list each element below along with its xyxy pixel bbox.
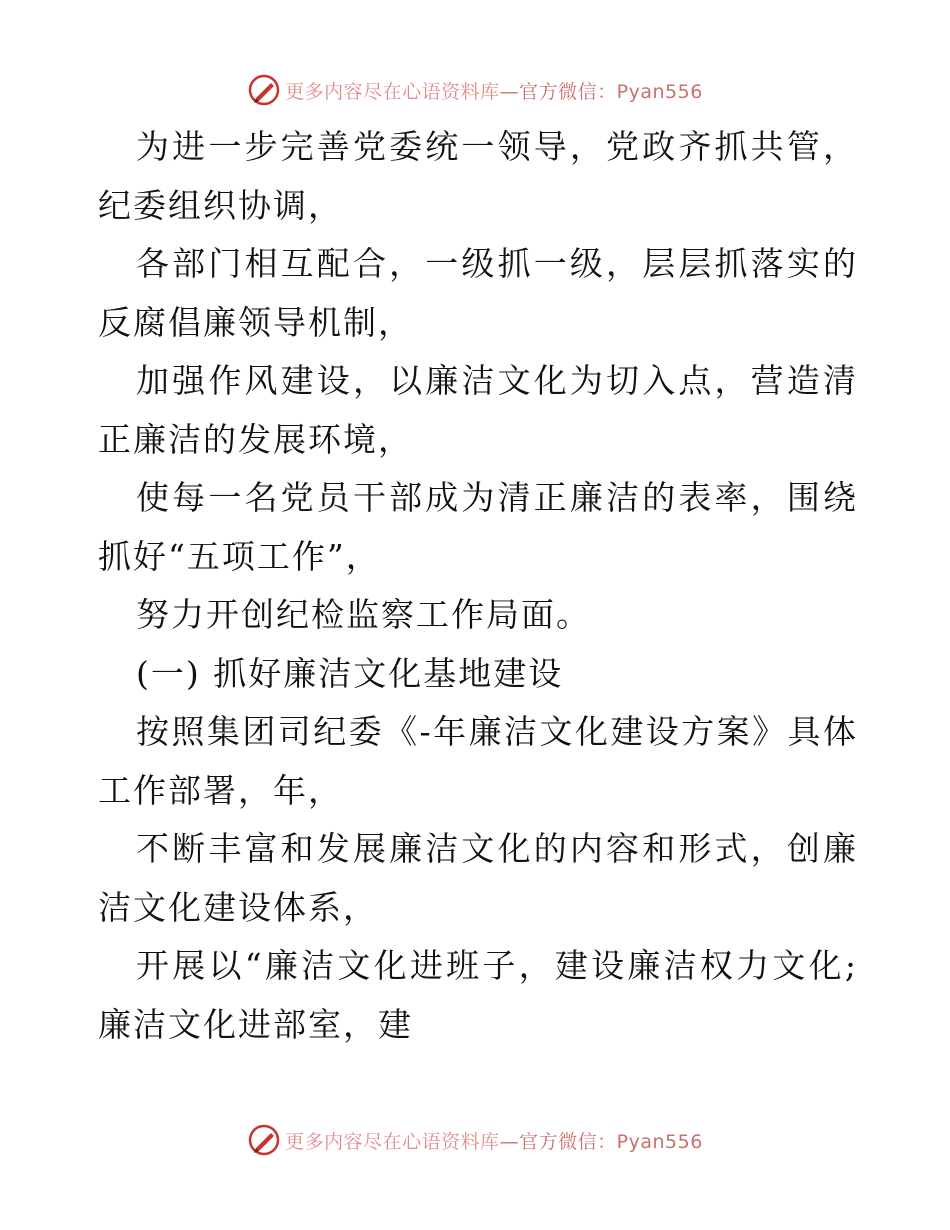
header-text xyxy=(285,77,703,104)
paragraph: 不断丰富和发展廉洁文化的内容和形式，创廉洁文化建设体系， xyxy=(98,829,858,927)
pen-logo-icon xyxy=(247,1123,281,1157)
paragraph: 开展以“廉洁文化进班子，建设廉洁权力文化;廉洁文化进部室，建 xyxy=(98,946,858,1044)
header-wechat: —官方微信：Pyan556 xyxy=(499,80,703,103)
footer-banner xyxy=(0,1120,950,1160)
paragraph: 加强作风建设，以廉洁文化为切入点，营造清正廉洁的发展环境， xyxy=(98,361,858,459)
footer-brand: 更多内容尽在心语资料库 xyxy=(285,1130,500,1153)
paragraph: 使每一名党员干部成为清正廉洁的表率，围绕抓好“五项工作”， xyxy=(98,478,858,576)
footer-text xyxy=(285,1127,703,1154)
header-brand: 更多内容尽在心语资料库 xyxy=(285,80,500,103)
pen-logo-icon xyxy=(247,73,281,107)
header-banner xyxy=(0,70,950,110)
footer-wechat: —官方微信：Pyan556 xyxy=(499,1130,703,1153)
paragraph: 努力开创纪检监察工作局面。 xyxy=(136,595,591,634)
document-body xyxy=(98,118,858,1054)
paragraph: 为进一步完善党委统一领导，党政齐抓共管，纪委组织协调， xyxy=(98,127,858,225)
paragraph: 按照集团司纪委《-年廉洁文化建设方案》具体工作部署，年， xyxy=(98,712,858,810)
paragraph: 各部门相互配合，一级抓一级，层层抓落实的反腐倡廉领导机制， xyxy=(98,244,858,342)
section-heading: (一) 抓好廉洁文化基地建设 xyxy=(136,653,564,693)
